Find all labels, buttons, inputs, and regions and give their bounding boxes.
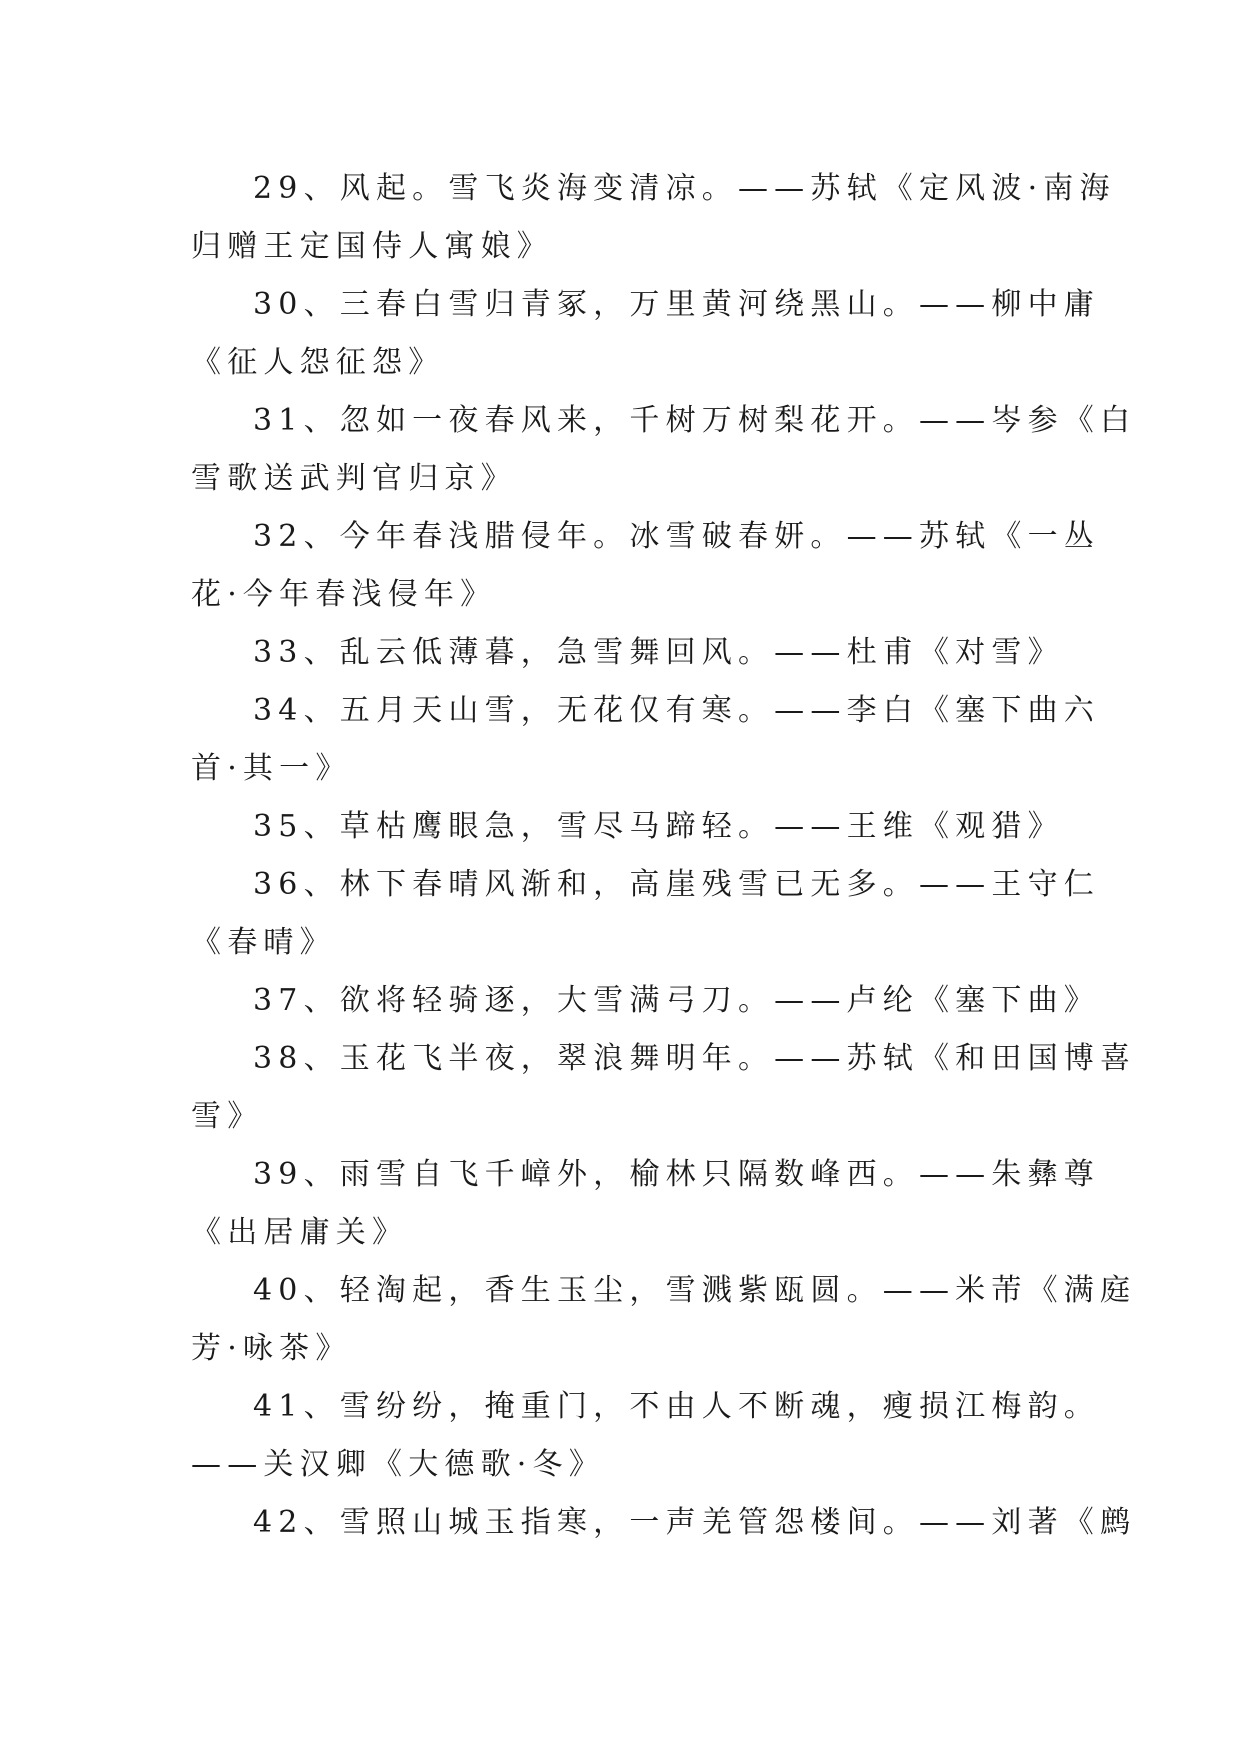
list-item bbox=[191, 1262, 1137, 1378]
list-item bbox=[191, 1030, 1137, 1146]
list-item bbox=[191, 682, 1100, 798]
entry-line: 42、雪照山城玉指寒，一声羌管怨楼间。——刘著《鹧 bbox=[253, 1505, 1137, 1540]
entry-line: 雪》 bbox=[191, 1099, 264, 1134]
list-item bbox=[191, 1146, 1100, 1262]
list-item bbox=[191, 508, 1100, 624]
list-item bbox=[191, 276, 1100, 392]
entry-line: 归赠王定国侍人寓娘》 bbox=[191, 229, 553, 264]
list-item bbox=[191, 972, 1100, 1030]
entry-line: 雪歌送武判官归京》 bbox=[191, 461, 517, 496]
list-item bbox=[191, 1378, 1100, 1494]
list-item bbox=[191, 798, 1064, 856]
list-item bbox=[191, 1494, 1137, 1552]
entry-line: 35、草枯鹰眼急，雪尽马蹄轻。——王维《观猎》 bbox=[253, 809, 1064, 844]
entry-line: 37、欲将轻骑逐，大雪满弓刀。——卢纶《塞下曲》 bbox=[253, 983, 1100, 1018]
entry-line: 41、雪纷纷，掩重门，不由人不断魂，瘦损江梅韵。 bbox=[253, 1389, 1100, 1424]
entry-line: 《出居庸关》 bbox=[191, 1215, 409, 1250]
list-item bbox=[191, 160, 1116, 276]
entry-line: ——关汉卿《大德歌·冬》 bbox=[191, 1447, 605, 1482]
entry-line: 花·今年春浅侵年》 bbox=[191, 577, 497, 612]
entry-line: 39、雨雪自飞千嶂外，榆林只隔数峰西。——朱彝尊 bbox=[253, 1157, 1100, 1192]
list-item bbox=[191, 856, 1100, 972]
poem-list bbox=[191, 160, 1137, 1552]
entry-line: 36、林下春晴风渐和，高崖残雪已无多。——王守仁 bbox=[253, 867, 1100, 902]
entry-line: 38、玉花飞半夜，翠浪舞明年。——苏轼《和田国博喜 bbox=[253, 1041, 1137, 1076]
list-item bbox=[191, 624, 1064, 682]
entry-line: 首·其一》 bbox=[191, 751, 352, 786]
list-item bbox=[191, 392, 1137, 508]
entry-line: 29、风起。雪飞炎海变清凉。——苏轼《定风波·南海 bbox=[253, 171, 1116, 206]
entry-line: 33、乱云低薄暮，急雪舞回风。——杜甫《对雪》 bbox=[253, 635, 1064, 670]
entry-line: 30、三春白雪归青冢，万里黄河绕黑山。——柳中庸 bbox=[253, 287, 1100, 322]
entry-line: 《征人怨征怨》 bbox=[191, 345, 445, 380]
entry-line: 34、五月天山雪，无花仅有寒。——李白《塞下曲六 bbox=[253, 693, 1100, 728]
entry-line: 31、忽如一夜春风来，千树万树梨花开。——岑参《白 bbox=[253, 403, 1137, 438]
entry-line: 《春晴》 bbox=[191, 925, 336, 960]
entry-line: 32、今年春浅腊侵年。冰雪破春妍。——苏轼《一丛 bbox=[253, 519, 1100, 554]
entry-line: 芳·咏茶》 bbox=[191, 1331, 352, 1366]
entry-line: 40、轻淘起，香生玉尘，雪溅紫瓯圆。——米芾《满庭 bbox=[253, 1273, 1137, 1308]
